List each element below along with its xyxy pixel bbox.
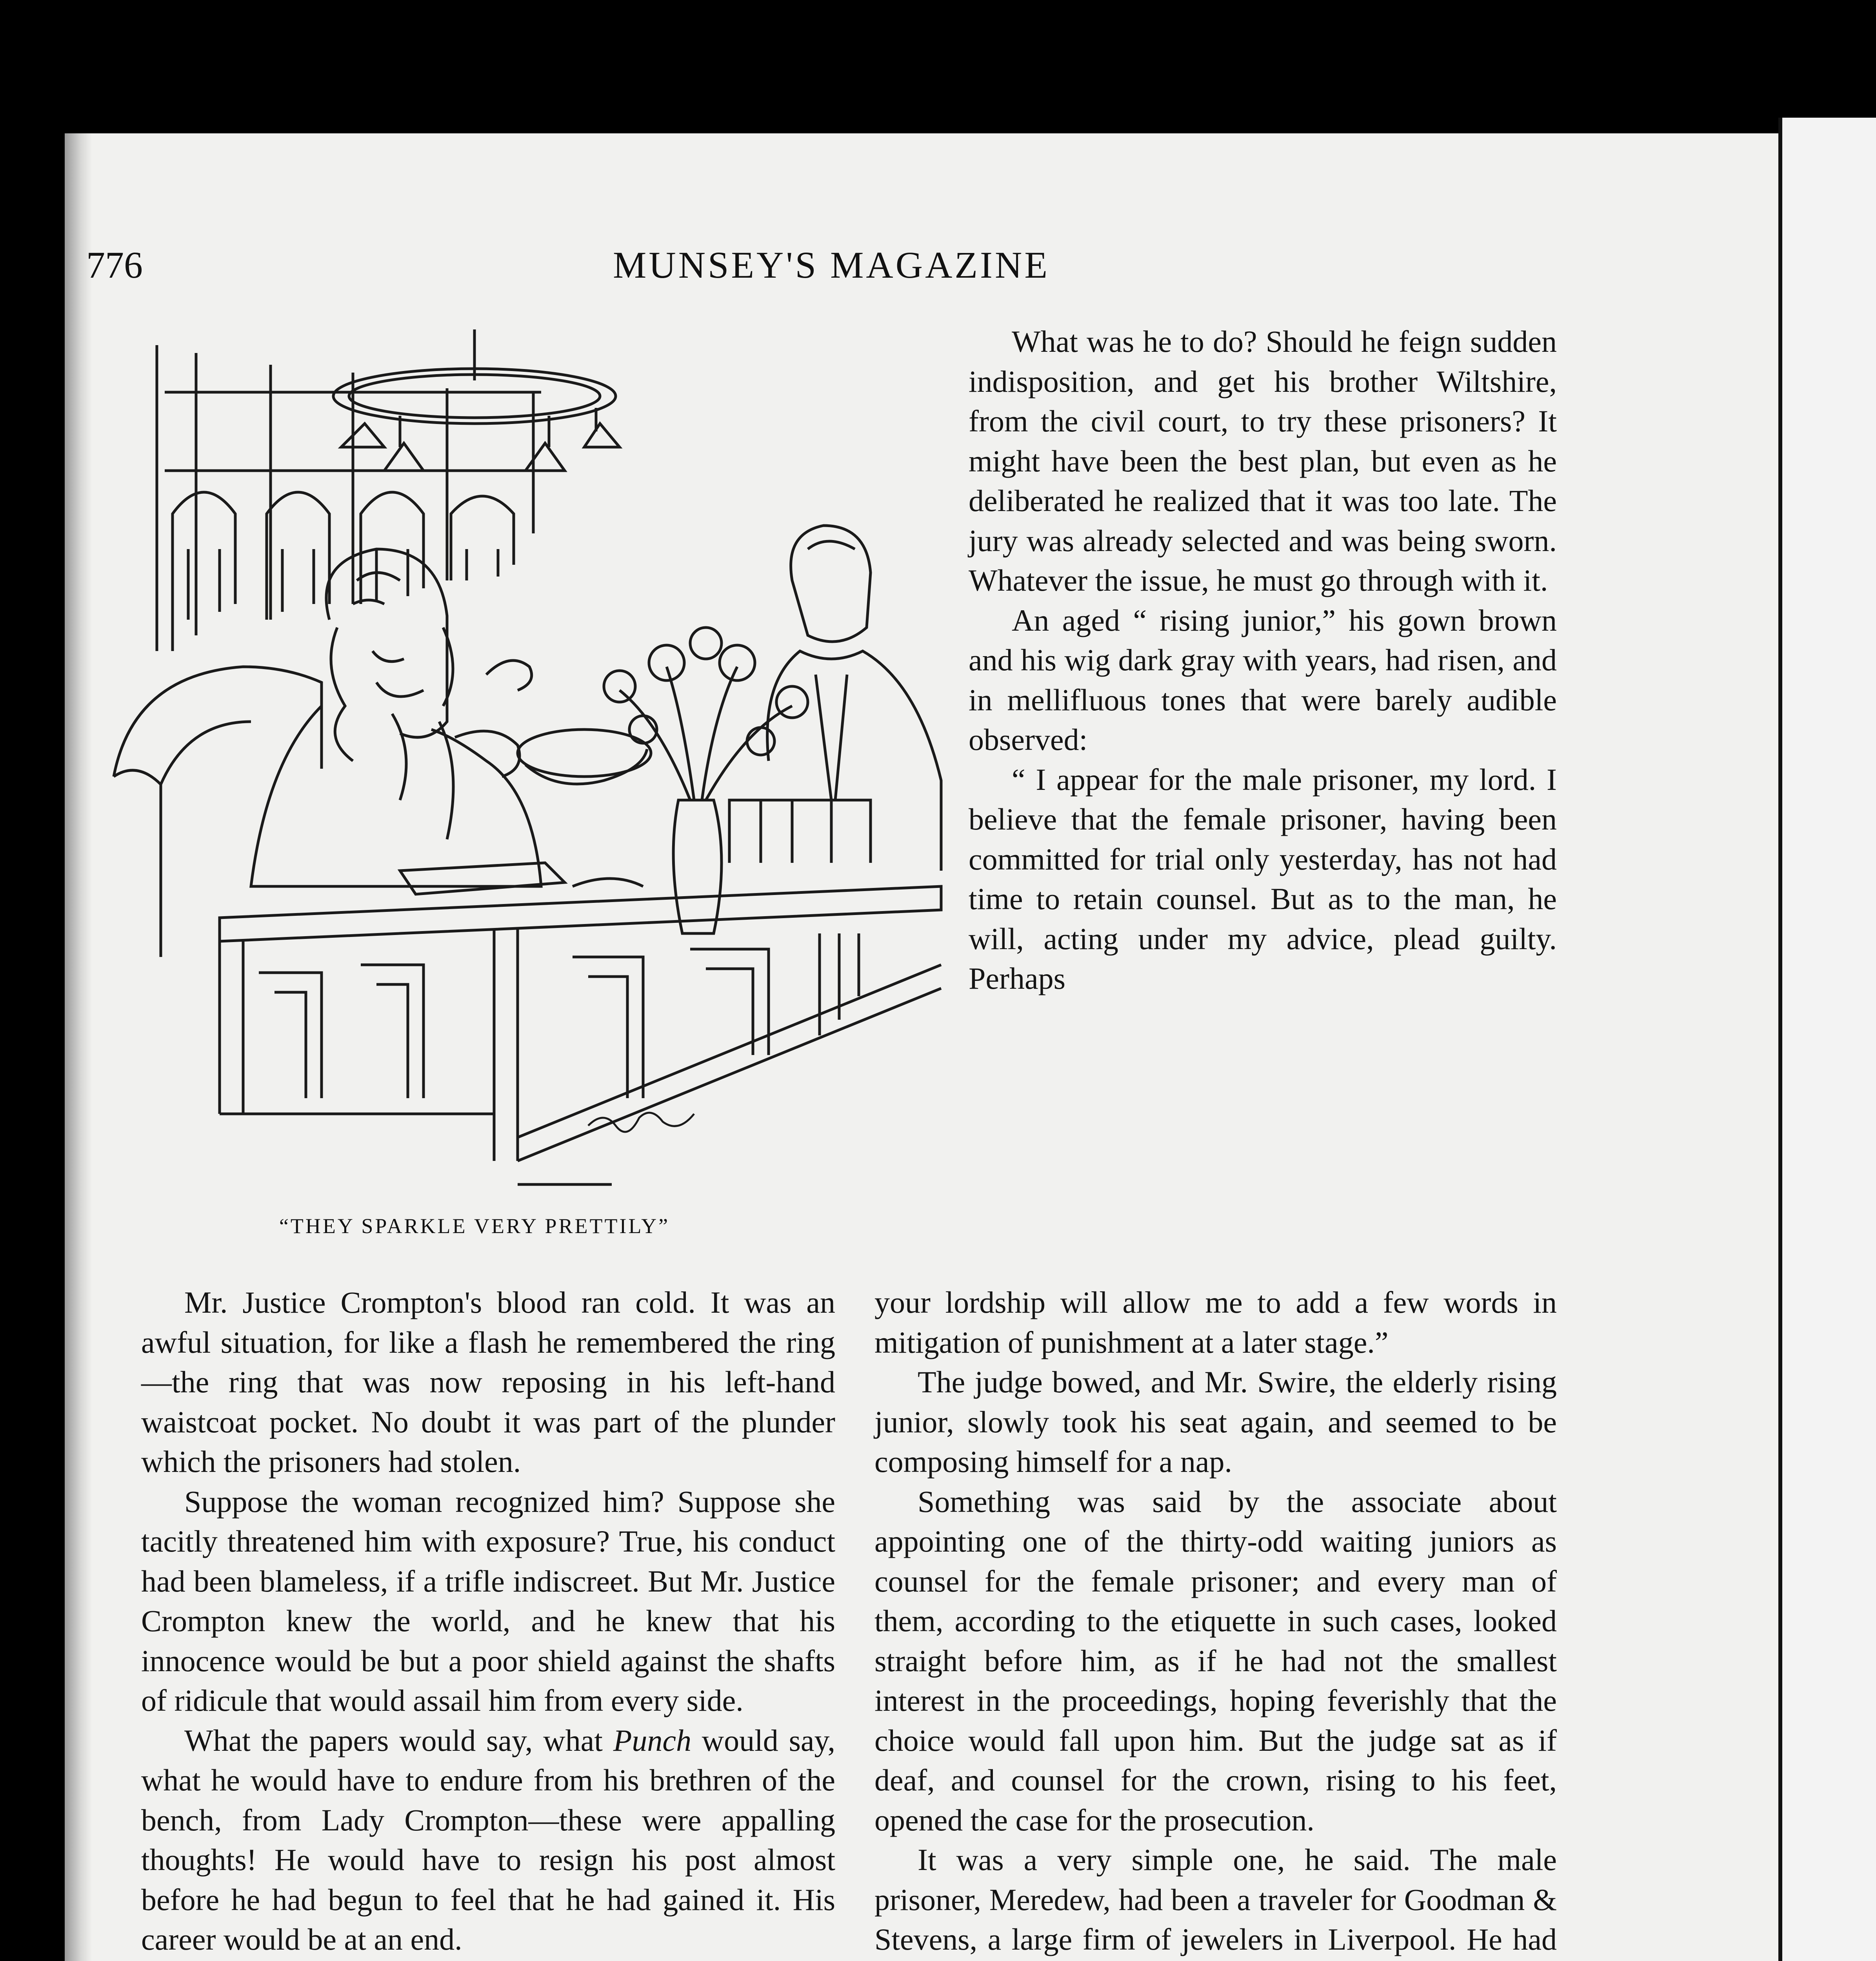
page-header	[86, 243, 1576, 290]
gothic-windows	[157, 345, 541, 651]
page-number: 776	[86, 244, 143, 286]
text-run: What the papers would say, what	[184, 1723, 613, 1757]
paragraph: “ I appear for the male prisoner, my lord. I believe that the female prisoner, having been committed for trial only yesterday, has not had time to retain counsel. But as to the man, he will, acting under my advice, plead guilty. Perhaps	[969, 762, 1557, 995]
books	[729, 800, 871, 863]
paragraph: Mr. Justice Crompton's blood ran cold. It was an awful situation, for like a flash he remembered the ring—the ring that was now reposing in his left-hand waistcoat pocket. No doubt it was part of the plunder which the prisoners had stolen.	[141, 1285, 835, 1479]
artist-signature	[588, 1113, 694, 1132]
left-column	[141, 1282, 835, 1961]
italic-title: Punch	[613, 1723, 691, 1757]
paragraph: Suppose the woman recognized him? Suppose she tacitly threatened him with exposure? True, his conduct had been blameless, if a trifle indiscreet. But Mr. Justice Crompton knew the world, and he knew that his innocence would be but a poor shield against the shafts of ridicule that would assail him from every side.	[141, 1484, 835, 1717]
page-binding-edge	[65, 133, 92, 1961]
paragraph: The judge bowed, and Mr. Swire, the elderly rising junior, slowly took his seat again, and seemed to be composing himself for a nap.	[874, 1365, 1557, 1479]
papers	[400, 863, 643, 894]
paragraph: What was he to do? Should he feign sudden indisposition, and get his brother Wiltshire, from the civil court, to try these prisoners? It might have been the best plan, but even as he deliberated he realized that it was too late. The jury was already selected and was being sworn. Whatever the issue, he must go through with it.	[969, 324, 1557, 597]
paragraph: An aged “ rising junior,” his gown brown and his wig dark gray with years, had risen, and in mellifluous tones that were barely audible observed:	[969, 603, 1557, 757]
flower-vase	[604, 628, 808, 933]
paragraph-punch	[141, 1721, 835, 1959]
illustration-caption: “THEY SPARKLE VERY PRETTILY”	[279, 1214, 670, 1238]
running-title: MUNSEY'S MAGAZINE	[613, 244, 1050, 286]
paragraph	[141, 1959, 835, 1961]
paragraph-continuation: your lordship will allow me to add a few words in mitigation of punishment at a later stage.”	[874, 1285, 1557, 1359]
judge-figure	[251, 549, 651, 886]
text-run: would say, what he would have to endure from his brethren of the bench, from Lady Crompton—these were appalling thoughts! He would have to resign his post almost before he had begun to feel that he had gained it. His career would be at an end.	[141, 1723, 835, 1956]
courtroom-illustration	[102, 329, 965, 1200]
paragraph: Something was said by the associate about appointing one of the thirty-odd waiting juniors as counsel for the female prisoner; and every man of them, according to the etiquette in such cases, looked straight before him, as if he had not the smallest interest in the proceedings, hoping feverishly that the choice would fall upon him. But the judge sat as if deaf, and counsel for the crown, rising to his feet, opened the case for the prosecution.	[874, 1484, 1557, 1837]
next-page-edge	[1782, 118, 1876, 1961]
right-column-top	[969, 322, 1557, 999]
chandelier	[333, 329, 620, 471]
judge-bench	[220, 886, 941, 1184]
paragraph: It was a very simple one, he said. The male prisoner, Meredew, had been a traveler for Goodman & Stevens, a large firm of jewelers in Liverpool. He had	[874, 1843, 1557, 1956]
right-column	[874, 1282, 1557, 1961]
